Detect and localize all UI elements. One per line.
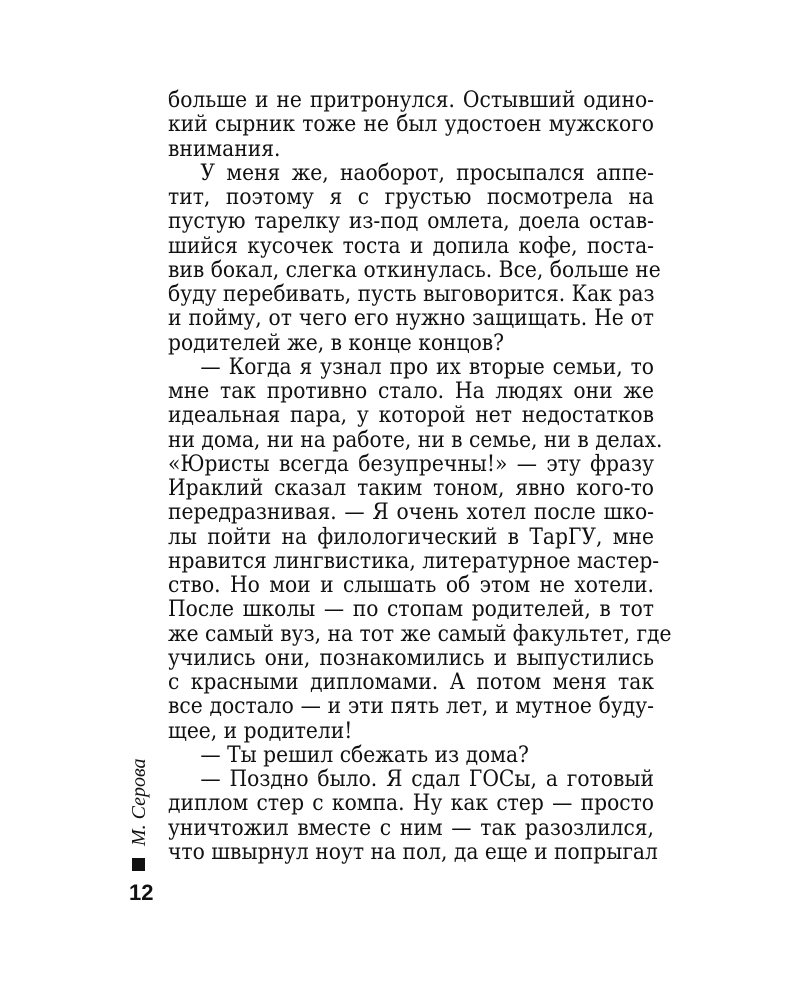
text-line: — Ты решил сбежать из дома? [200, 741, 529, 768]
text-line: лы пойти на филологический в ТарГУ, мне [168, 523, 654, 550]
text-line: что швырнул ноут на пол, да еще и попрыгал [168, 838, 658, 865]
text-line: У меня же, наоборот, просыпался аппе- [200, 159, 654, 186]
text-line: больше и не притронулся. Остывший одино- [168, 87, 654, 113]
text-line: щее, и родители! [168, 717, 353, 744]
text-line: нравится лингвистика, литературное мастер- [168, 547, 660, 574]
body-text [168, 87, 672, 865]
running-head: М. Серова [128, 758, 150, 846]
text-line: Ираклий сказал таким тоном, явно кого-то [168, 475, 654, 501]
text-line: вив бокал, слегка откинулась. Все, больше не [168, 256, 661, 283]
text-line: — Поздно было. Я сдал ГОСы, а готовый [200, 766, 654, 792]
text-line: — Когда я узнал про их вторые семьи, то [200, 353, 654, 380]
text-line: «Юристы всегда безупречны!» — эту фразу [168, 450, 654, 477]
text-line: внимания. [168, 135, 281, 162]
text-line: передразнивая. — Я очень хотел после шко- [168, 499, 654, 526]
text-line: После школы — по стопам родителей, в тот [168, 596, 654, 623]
page-number: 12 [129, 880, 154, 905]
text-line: ство. Но мои и слышать об этом не хотели. [168, 572, 654, 598]
text-line: уничтожил вместе с ним — так разозлился, [168, 814, 654, 841]
text-line: все достало — и эти пять лет, и мутное буду- [168, 693, 654, 720]
text-line: буду перебивать, пусть выговорится. Как раз [168, 281, 655, 307]
text-line: кий сырник тоже не был удостоен мужского [168, 111, 654, 138]
text-line: и пойму, от чего его нужно защищать. Не от [168, 305, 654, 332]
text-line: же самый вуз, на тот же самый факультет, где [168, 620, 672, 647]
text-line: с красными дипломами. А потом меня так [168, 669, 654, 695]
page-marker [132, 858, 145, 871]
text-line: пустую тарелку из-под омлета, доела остав- [168, 208, 654, 235]
text-line: идеальная пара, у которой нет недостатков [168, 402, 654, 429]
text-line: учились они, познакомились и выпустились [168, 644, 654, 671]
text-line: родителей же, в конце концов? [168, 329, 505, 356]
text-line: мне так противно стало. На людях они же [168, 378, 654, 404]
text-line: ни дома, ни на работе, ни в семье, ни в делах. [168, 426, 663, 453]
text-line: диплом стер с компа. Ну как стер — просто [168, 790, 654, 817]
text-line: шийся кусочек тоста и допила кофе, поста- [168, 232, 654, 259]
text-line: тит, поэтому я с грустью посмотрела на [168, 184, 654, 210]
